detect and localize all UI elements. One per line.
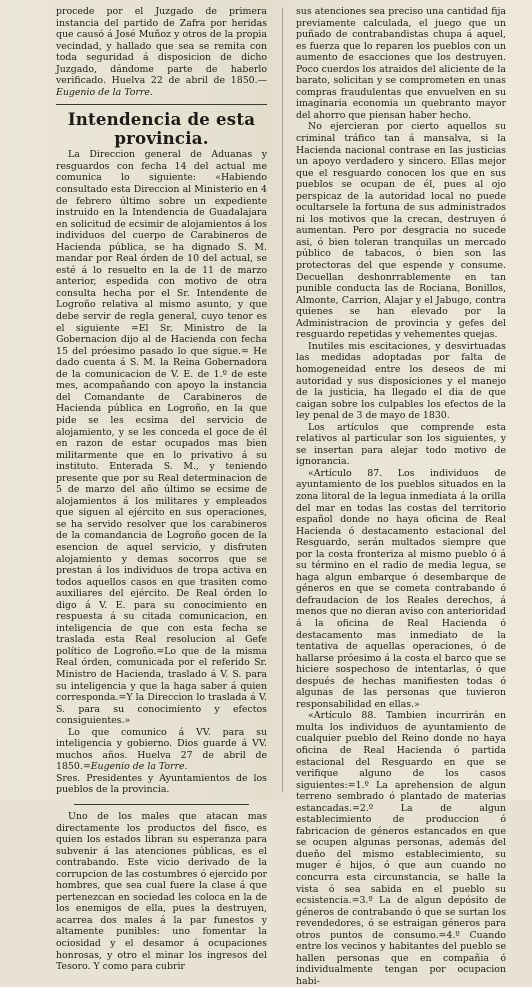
separator-rule — [74, 804, 249, 805]
article-87: «Artículo 87. Los individuos de ayuntamiento de los pueblos situados en la zona litoral de la legua inmediata á la orilla del mar en todas las costas del territorio español donde no haya oficina de Real Hacienda ó destacamento estacional del Resguardo, serán multados siempre que por la costa fronteriza al mismo pueblo ó á su término en el radio de media legua, se haga algun embarque ó desembarque de géneros en que se cometa contrabando ó defraudacion de los Reales derechos, á menos que no dieran aviso con anterioridad á la oficina de Real Hacienda ó destacamento mas inmediato de la tentativa de aquellas operaciones, ó de hallarse próesimo á la costa el barco que se hiciere sospechoso de intentarlas, ó que después de hechas manifiesten todas ó algunas de las personas que tuvieron responsabilidad en ellas.» — [296, 467, 506, 710]
continued-notice-text: procede por el Juzgado de primera instancia del partido de Zafra por heridas que causó á José Muñoz y otros de la propia vecindad, y hallado que sea se remita con toda seguridad á disposicion de dicho Juzgado, dándome parte de haberlo verificado. Huelva 22 de abril de 1850.— — [56, 6, 267, 87]
column-divider — [282, 8, 283, 792]
intendencia-circular: La Direccion general de Aduanas y resguardos con fecha 14 del actual me comunica lo siguiente: «Habiendo consultado esta Direccion al Ministerio en 4 de febrero último sobre un expediente instruido en la Intendencia de Guadalajara en solicitud de ecsimir de alojamientos á los individuos del cuerpo de Carabineros de Hacienda pública, se ha dignado S. M. mandar por Real órden de 10 del actual, se esté á lo resuelto en la de 11 de marzo anterior, espedida con motivo de otra consulta hecha por el Sr. Intendente de Logroño relativa al mismo asunto, y que debe servir de regla general, cuyo tenor es el siguiente =El Sr. Ministro de la Gobernacion dijo al de Hacienda con fecha 15 del próesimo pasado lo que sigue.= He dado cuenta á S. M. la Reina Gobernadora de la comunicacion de V. E. de 1.º de este mes, acompañando con apoyo la instancia del Comandante de Carabineros de Hacienda pública en Logroño, en la que pide se les ecsima del servicio de alojamiento, y se les conceda el goce de él en razon de estar ocupados mas bien militarmente que en lo privativo á su instituto. Enterada S. M., y teniendo presente que por su Real determinacion de 5 de marzo del año último se ecsime de alojamientos á los militares y empleados que siguen al ejército en sus operaciones, se ha servido resolver que los carabineros de la comandancia de Logroño gocen de la esencion de aquel servicio, y disfruten alojamiento y demas socorros que se prestan á los individuos de tropa activa en todos aquellos casos en que trasiten como auxiliares del ejército. De Real órden lo digo á V. E. para su conocimiento en respuesta á su citada comunicacion, en inteligencia de que con esta fecha se traslada esta Real resolucion al Gefe político de Logroño.=Lo que de la misma Real órden, comunicada por el referido Sr. Ministro de Hacienda, traslado á V. S. para su inteligencia y que la haga saber á quien corresponda.=Y la Direccion lo traslada á V. S. para su conocimiento y efectos consiguientes.» — [56, 149, 267, 727]
continued-notice — [56, 6, 267, 98]
closing-addressee: Sres. Presidentes y Ayuntamientos de los pueblos de la provincia. — [56, 772, 267, 796]
right-paragraph-1: sus atenciones sea preciso una cantidad fija previamente calculada, el juego que un puñado de contrabandistas chupa á aquel, es fuerza que lo reparen los pueblos con un aumento de esacciones que los destruyen. Poco cuerdos los atraidos del aliciente de la barato, solicitan y se comprometen en unas compras fraudulentas que envuelven en su imaginaria economia un quebranto mayor del ahorro que piensan haber hecho. — [296, 6, 506, 121]
continued-notice-signature: Eugenio de la Torre. — [56, 86, 153, 98]
left-column — [56, 6, 267, 973]
closing-text: Lo que comunico á VV. para su inteligencia y gobierno. Dios guarde á VV. muchos años. Huelva 27 de abril de 1850.= — [56, 726, 267, 773]
right-paragraph-3: Inutiles mis escitaciones, y desvirtuadas las medidas adoptadas por falta de homogeneidad entre los deseos de mi autoridad y sus disposiciones y el manejo de la justicia, ha llegado el dia de que caigan sobre los culpables los efectos de la ley penal de 3 de mayo de 1830. — [296, 340, 506, 422]
section-title: Intendencia de esta provincia. — [67, 109, 256, 149]
closing-signature: Eugenio de la Torre. — [90, 761, 188, 773]
article-88: «Artículo 88. Tambien incurrirán en multa los individuos de ayuntamiento de cualquier pueblo del Reino donde no haya oficina de Real Hacienda ó partida estacional del Resguardo en que se verifique alguno de los casos siguientes:=1.º La aprehension de algun terreno sembrado ó plantado de materias estancadas.=2.º La de algun establecimiento de produccion ó fabricacion de géneros estancados en que se ocupen algunas personas, además del dueño del mismo establecimiento, su muger é hijos, ó que aun cuando no concurra esta circunstancia, se halle la vista ó sea sabida en el pueblo su ecsistencia.=3.º La de algun depósito de géneros de contrabando ó que se surtan los revendedores, ó se estraigan géneros para otros puntos de consumo.=4.º Cuando entre los vecinos y habitantes del pueblo se hallen personas que en compañia ó individualmente tengan por ocupacion habi- — [296, 710, 506, 987]
right-paragraph-2: No ejercieran por cierto aquellos su criminal tráfico tan á mansalva, si la Hacienda nacional contrase en las justicias un apoyo verdadero y sincero. Ellas mejor que el resguardo conocen los que en sus pueblos se ocupan de él, pues al ojo perspicaz de la autoridad local no puede ocultarsele la fortuna de sus administrados ni los motivos que la crecan, destruyen ó aumentan. Pero por desgracia no sucede asi, ó bien toleran tranquilas un mercado público de tabacos, ó bien son las protectoras del que espende y consume. Decuellan deshonrrablemente en tan punible conducta las de Rociana, Bonillos, Almonte, Carrion, Alajar y el Jabugo, contra quienes se han elevado por la Administracion de provincia y gefes del resguardo repetidas y vehementes quejas. — [296, 121, 506, 341]
closing-paragraph — [56, 727, 267, 773]
right-column — [296, 6, 506, 987]
contraband-paragraph: Uno de los males que atacan mas directamente los productos del fisco, es quien los estados libran su esperanza para subvenir á las atenciones públicas, es el contrabando. Este vicio derivado de la corrupcion de las costumbres ó ejercido por hombres, que sea cual fuere la clase á que pertenezcan en sociedad les coloca en la de los enemigos de ella, pues la destruyen, acarrea dos males á la par funestos y altamente punibles: uno fomentar la ociosidad y el desamor á ocupaciones honrosas, y otro el minar los ingresos del Tesoro. Y como para cubrir — [56, 811, 267, 973]
right-paragraph-4: Los artículos que comprende esta relativos al particular son los siguientes, y se insertan para alejar todo motivo de ignorancia. — [296, 421, 506, 468]
section-rule — [56, 104, 267, 105]
